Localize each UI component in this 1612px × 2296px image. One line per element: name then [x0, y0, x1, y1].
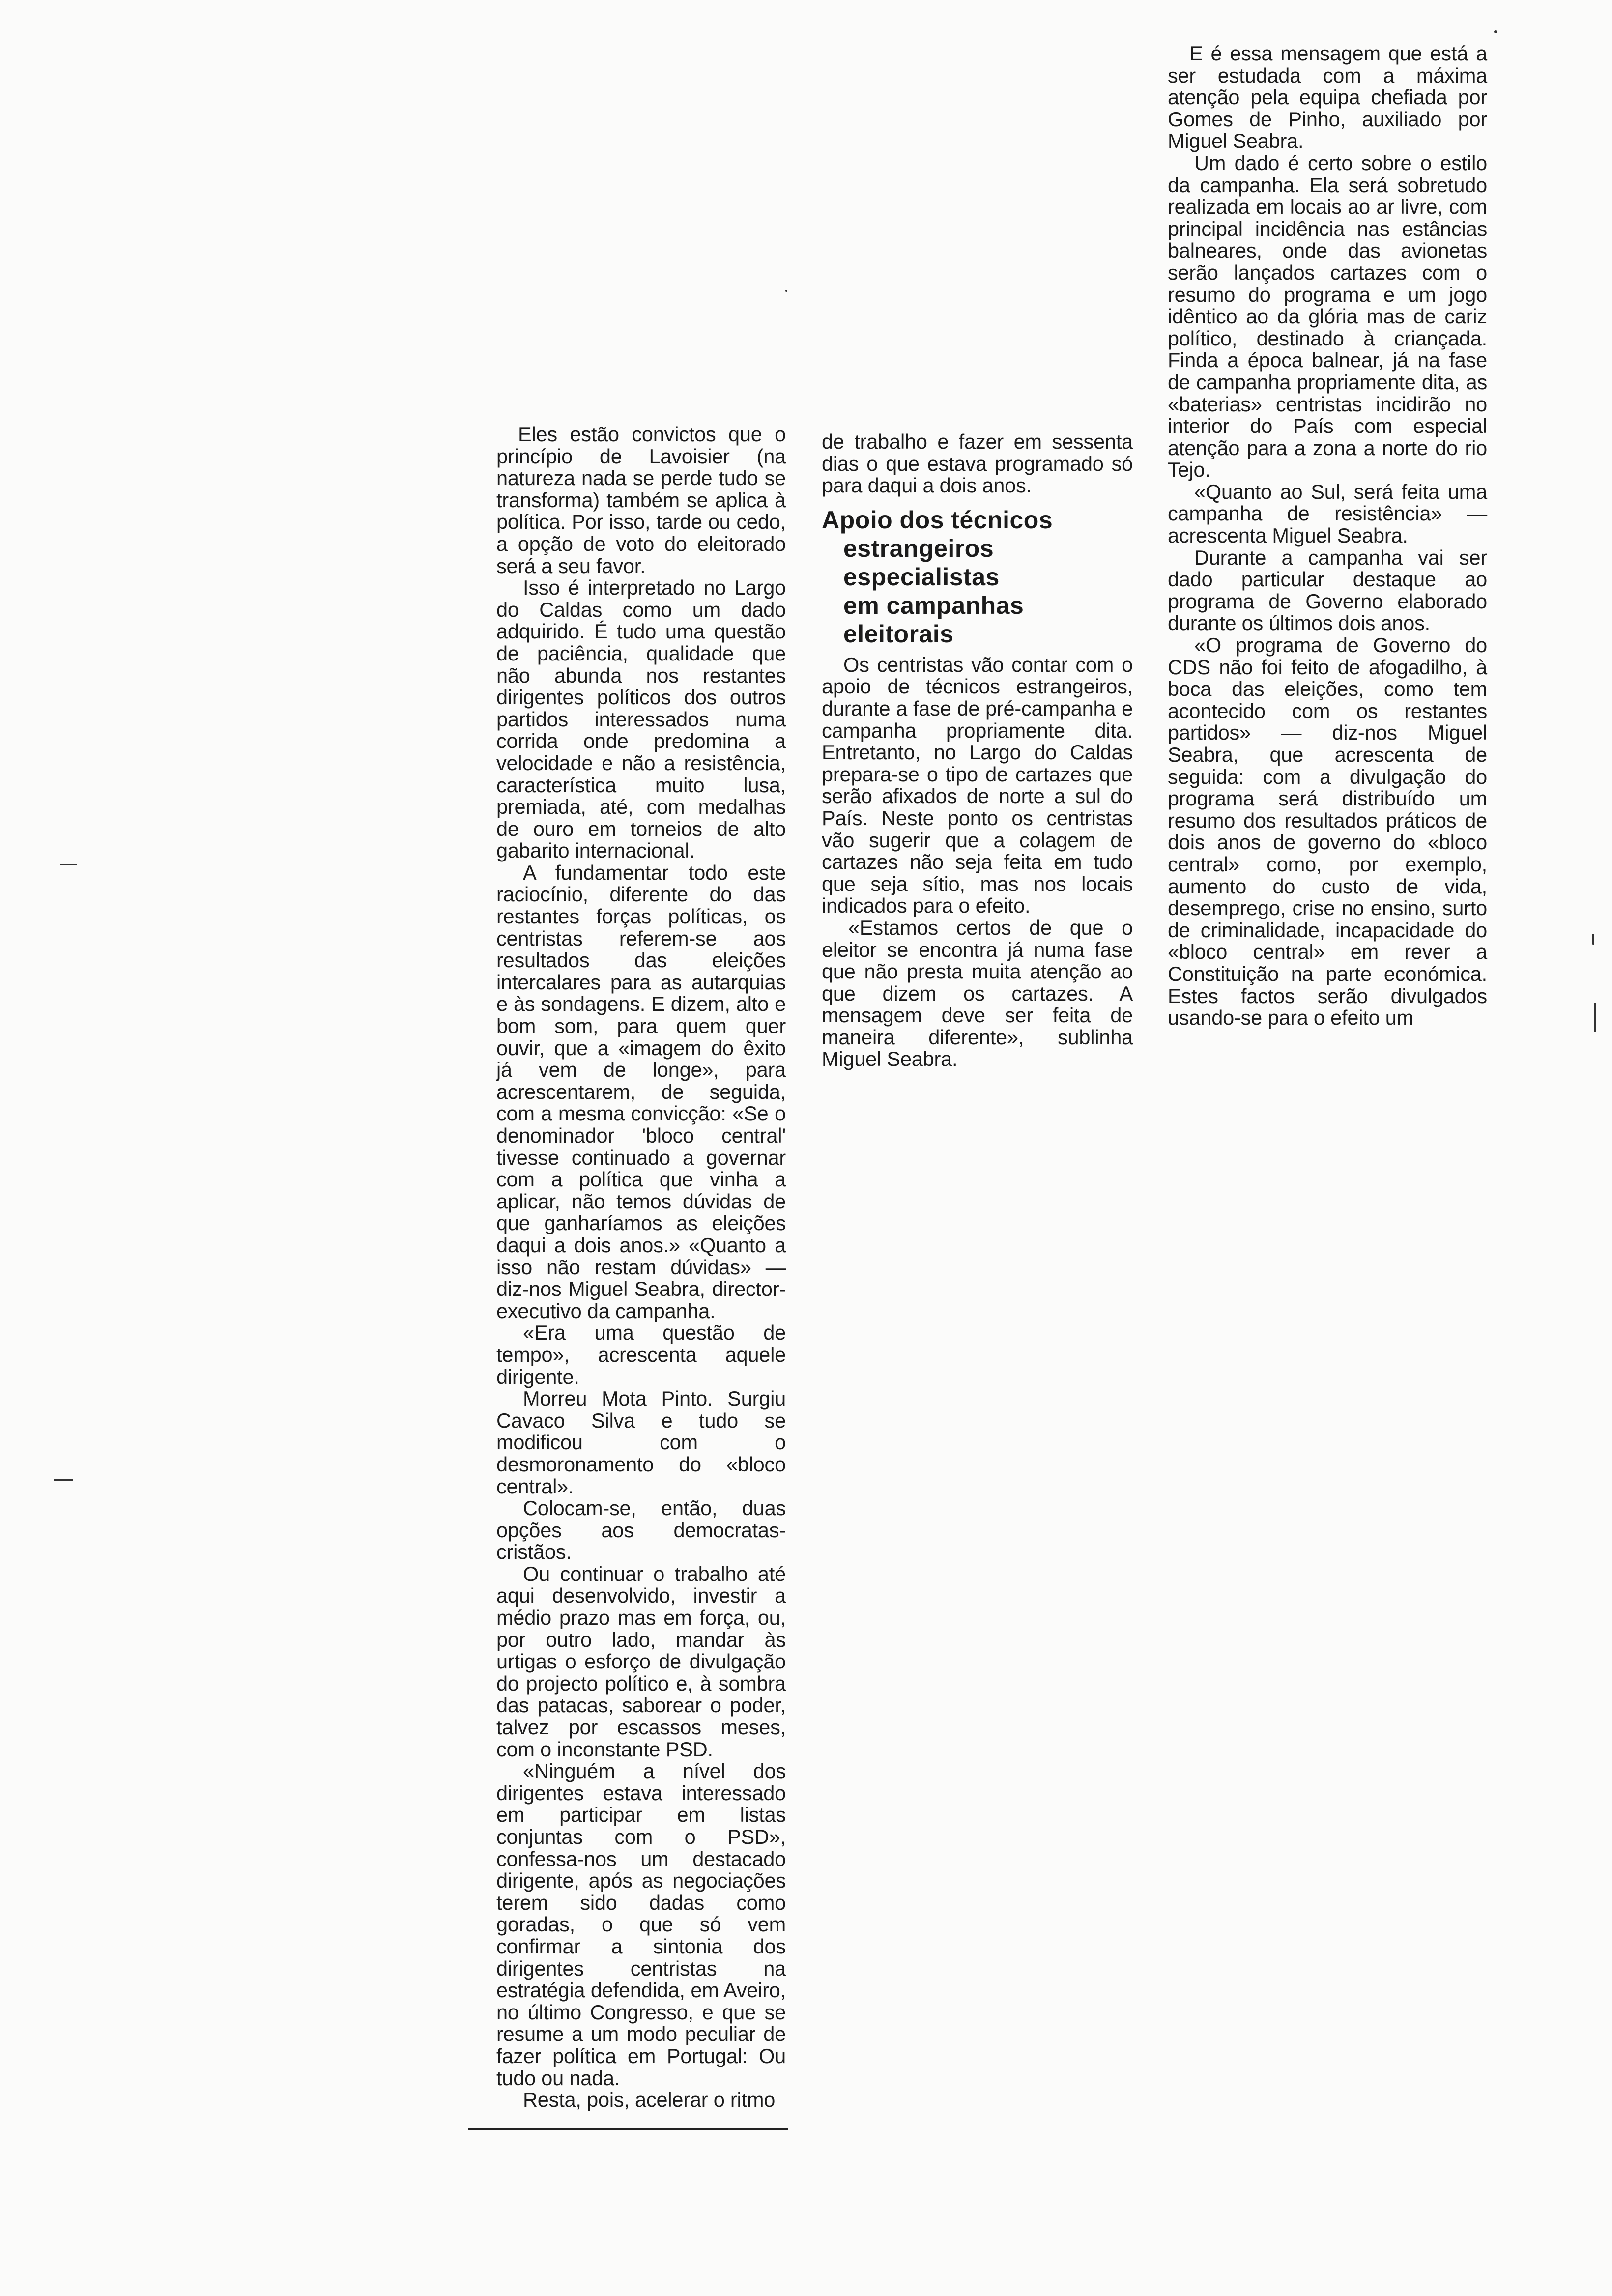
paragraph: «Ninguém a nível dos dirigentes estava interessado em participar em listas conjuntas com o PSD», confessa-nos um destacado dirigente, após as negociações terem sido dadas como goradas, o que só vem confirmar a sintonia dos dirigentes centristas na estratégia defendida, em Aveiro, no último Congresso, e que se resume a um modo peculiar de fazer política em Portugal: Ou tudo ou nada. [496, 1759, 786, 2090]
column-end-rule [468, 2128, 788, 2130]
paragraph: «Estamos certos de que o eleitor se encontra já numa fase que não presta muita atenção ao que dizem os cartazes. A mensagem deve ser feita de maneira diferente», sublinha Miguel Seabra. [822, 916, 1133, 1071]
subheading-line: eleitorais [843, 620, 954, 648]
scan-speck [1594, 1003, 1596, 1032]
article-column-1 [496, 424, 786, 2111]
scan-mark [60, 864, 77, 865]
paragraph: «O programa de Governo do CDS não foi feito de afogadilho, à boca das eleições, como tem acontecido com os restantes partidos» — diz-nos Miguel Seabra, que acrescenta de seguida: com a divulgação do programa será distribuído um resumo dos resultados práticos de dois anos de governo do «bloco central» como, por exemplo, aumento do custo de vida, desemprego, crise no ensino, surto de criminalidade, incapacidade do «bloco central» em rever a Constituição na parte económica. Estes factos serão divulgados usando-se para o efeito um [1168, 633, 1487, 1030]
paragraph: «Era uma questão de tempo», acrescenta aquele dirigente. [496, 1321, 786, 1388]
paragraph: Colocam-se, então, duas opções aos democratas-cristãos. [496, 1496, 786, 1564]
paragraph: Isso é interpretado no Largo do Caldas como um dado adquirido. É tudo uma questão de paciência, qualidade que não abunda nos restantes dirigentes políticos dos outros partidos interessados numa corrida onde predomina a velocidade e não a resistência, característica muito lusa, premiada, até, com medalhas de ouro em torneios de alto gabarito internacional. [496, 576, 786, 862]
paragraph: Resta, pois, acelerar o ritmo [523, 2088, 776, 2112]
article-column-3 [1168, 43, 1487, 1029]
paragraph: E é essa mensagem que está a ser estudada com a máxima atenção pela equipa chefiada por Gomes de Pinho, auxiliado por Miguel Seabra. [1168, 42, 1487, 153]
subheading [822, 506, 1133, 648]
paragraph: Morreu Mota Pinto. Surgiu Cavaco Silva e tudo se modificou com o desmoronamento do «bloco central». [496, 1387, 786, 1498]
subheading-line: estrangeiros [843, 534, 994, 562]
paragraph: Eles estão convictos que o princípio de Lavoisier (na natureza nada se perde tudo se transforma) também se aplica à política. Por isso, tarde ou cedo, a opção de voto do eleitorado será a seu favor. [496, 423, 786, 577]
paragraph-continued: de trabalho e fazer em sessenta dias o que estava programado só para daqui a dois anos. [822, 430, 1133, 497]
scan-speck [1494, 30, 1497, 33]
article-column-2 [822, 431, 1133, 1070]
paragraph: «Quanto ao Sul, será feita uma campanha de resistência» — acrescenta Miguel Seabra. [1168, 480, 1487, 547]
scan-speck [785, 290, 787, 292]
paragraph: Um dado é certo sobre o estilo da campanha. Ela será sobretudo realizada em locais ao ar livre, com principal incidência nas estâncias balneares, onde das avionetas serão lançados cartazes com o resumo do programa e um jogo idêntico ao da glória mas de cariz político, destinado à criançada. Finda a época balnear, já na fase de campanha propriamente dita, as «baterias» centristas incidirão no interior do País com especial atenção para a zona a norte do rio Tejo. [1168, 151, 1487, 482]
subheading-line: em campanhas [843, 591, 1024, 619]
paragraph: Ou continuar o trabalho até aqui desenvolvido, investir a médio prazo mas em força, ou, por outro lado, mandar às urtigas o esforço de divulgação do projecto político e, à sombra das patacas, saborear o poder, talvez por escassos meses, com o inconstante PSD. [496, 1562, 786, 1761]
paragraph: Os centristas vão contar com o apoio de técnicos estrangeiros, durante a fase de pré-campanha e campanha propriamente dita. Entretanto, no Largo do Caldas prepara-se o tipo de cartazes que serão afixados de norte a sul do País. Neste ponto os centristas vão sugerir que a colagem de cartazes não seja feita em tudo que seja sítio, mas nos locais indicados para o efeito. [822, 653, 1133, 918]
paragraph: A fundamentar todo este raciocínio, diferente do das restantes forças políticas, os centristas referem-se aos resultados das eleições intercalares para as autarquias e às sondagens. E dizem, alto e bom som, para quem quer ouvir, que a «imagem do êxito já vem de longe», para acrescentarem, de seguida, com a mesma convicção: «Se o denominador 'bloco central' tivesse continuado a governar com a política que vinha a aplicar, não temos dúvidas de que ganharíamos as eleições daqui a dois anos.» «Quanto a isso não restam dúvidas» — diz-nos Miguel Seabra, director-executivo da campanha. [496, 861, 786, 1322]
subheading-line: Apoio dos técnicos [822, 506, 1053, 534]
scan-mark [54, 1479, 73, 1481]
subheading-line: especialistas [843, 563, 1000, 591]
paragraph: Durante a campanha vai ser dado particular destaque ao programa de Governo elaborado durante os últimos dois anos. [1168, 545, 1487, 635]
scan-speck [1592, 934, 1594, 945]
